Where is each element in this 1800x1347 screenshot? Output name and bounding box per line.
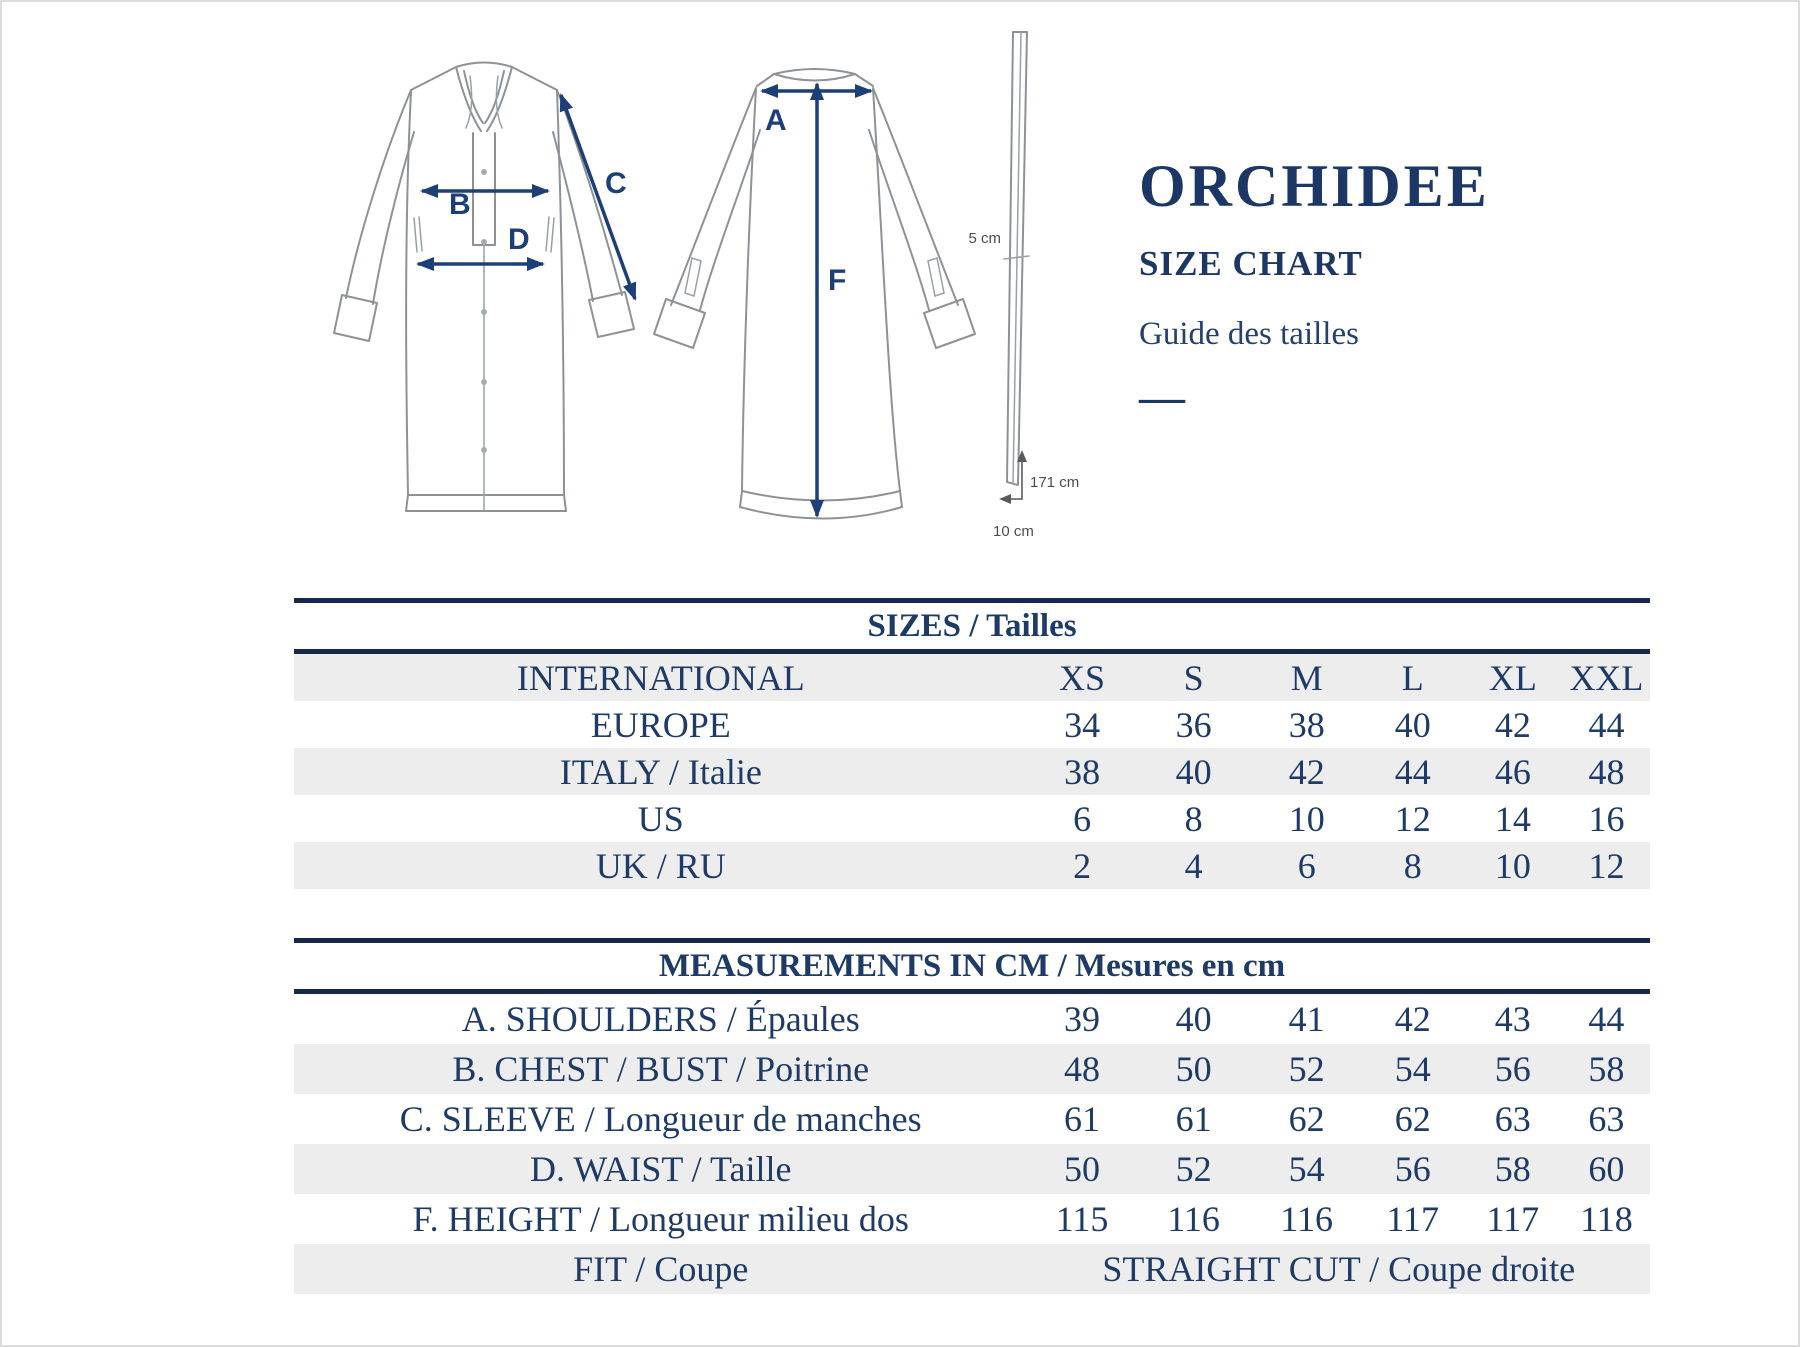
size-value-cell: 48 [1588,751,1625,792]
measure-value-cell: 62 [1288,1099,1325,1139]
table-row-chest [294,1044,1650,1094]
size-chart-title: SIZE CHART [1139,244,1363,283]
measure-value-cell: 42 [1394,999,1431,1039]
measure-value-cell: 115 [1055,1199,1109,1239]
size-value-cell: 14 [1494,798,1531,839]
size-value-cell: XS [1059,657,1106,698]
measure-value-cell: 58 [1494,1149,1531,1189]
table-row-fit [294,1244,1650,1294]
table-row-shoulders [294,992,1650,1045]
table-row-waist [294,1144,1650,1194]
table-row-height [294,1194,1650,1244]
measure-value-cell: 50 [1175,1049,1212,1089]
garment-diagram [272,12,1162,562]
sizes-table-title: SIZES / Tailles [294,601,1650,652]
measure-value-cell: 52 [1175,1149,1212,1189]
size-value-cell: 4 [1184,845,1203,886]
row-label-cell: ITALY / Italie [559,751,762,792]
measure-value-cell: 44 [1588,999,1625,1039]
measure-value-cell: 58 [1588,1049,1625,1089]
measure-value-cell: 39 [1064,999,1101,1039]
side-slit-label: 5 cm [968,230,1001,247]
measure-value-cell: 48 [1064,1049,1101,1089]
size-value-cell: L [1401,657,1424,698]
table-row-us [294,795,1650,842]
measure-value-cell: 116 [1280,1199,1333,1239]
size-value-cell: 36 [1175,704,1212,745]
fit-value-cell: STRAIGHT CUT / Coupe droite [1102,1249,1576,1289]
front-view-drawing [334,63,635,512]
size-value-cell: XL [1488,657,1537,698]
size-value-cell: S [1183,657,1204,698]
measure-value-cell: 63 [1494,1099,1531,1139]
size-value-cell: 38 [1064,751,1101,792]
row-label-cell: B. CHEST / BUST / Poitrine [452,1049,870,1089]
row-label-cell: US [637,798,684,839]
measure-value-cell: 61 [1175,1099,1212,1139]
row-label-cell: INTERNATIONAL [516,657,805,698]
size-value-cell: 8 [1184,798,1203,839]
row-label-cell: A. SHOULDERS / Épaules [461,999,860,1039]
size-value-cell: 2 [1073,845,1092,886]
size-value-cell: 12 [1394,798,1431,839]
measure-value-cell: 56 [1394,1149,1431,1189]
size-value-cell: 38 [1288,704,1325,745]
table-row-uk-ru [294,842,1650,889]
hem-depth-label: 10 cm [993,523,1034,540]
measure-value-cell: 41 [1288,999,1325,1039]
sizes-table [294,598,1650,889]
measure-value-cell: 43 [1494,999,1531,1039]
row-label-cell: EUROPE [590,704,731,745]
measure-label-f: F [828,264,847,297]
sizes-table-title-row [294,601,1650,652]
table-row-italy [294,748,1650,795]
size-value-cell: 12 [1588,845,1625,886]
size-value-cell: 10 [1494,845,1531,886]
product-name: ORCHIDEE [1139,153,1490,219]
table-row-international [294,652,1650,702]
size-value-cell: 10 [1288,798,1325,839]
back-view-drawing [654,69,975,519]
row-label-cell: D. WAIST / Taille [530,1149,792,1189]
size-chart-subtitle-fr: Guide des tailles [1139,316,1359,352]
measure-value-cell: 56 [1494,1049,1531,1089]
row-label-cell: F. HEIGHT / Longueur milieu dos [412,1199,909,1239]
size-value-cell: 8 [1403,845,1422,886]
measure-label-b: B [449,188,471,221]
measure-value-cell: 117 [1486,1199,1540,1239]
size-value-cell: 6 [1297,845,1316,886]
measurements-table-title-row [294,941,1650,992]
measurements-table [294,938,1650,1294]
measure-label-a: A [765,104,787,137]
size-value-cell: M [1290,657,1323,698]
measure-value-cell: 117 [1386,1199,1440,1239]
measurements-table-title: MEASUREMENTS IN CM / Mesures en cm [294,941,1650,992]
size-value-cell: 40 [1394,704,1431,745]
row-label-cell: C. SLEEVE / Longueur de manches [399,1099,922,1139]
measure-value-cell: 52 [1288,1049,1325,1089]
size-value-cell: 42 [1494,704,1531,745]
size-value-cell: 6 [1073,798,1092,839]
size-value-cell: 44 [1394,751,1431,792]
measure-value-cell: 61 [1064,1099,1101,1139]
measure-value-cell: 62 [1394,1099,1431,1139]
size-value-cell: 40 [1175,751,1212,792]
table-row-sleeve [294,1094,1650,1144]
title-dash: — [1139,371,1185,422]
measure-value-cell: 54 [1288,1149,1325,1189]
measure-value-cell: 40 [1175,999,1212,1039]
size-value-cell: 44 [1588,704,1625,745]
side-view-drawing [968,32,1079,540]
measure-value-cell: 50 [1064,1149,1101,1189]
total-height-label: 171 cm [1030,474,1080,491]
size-value-cell: 42 [1288,751,1325,792]
size-value-cell: 46 [1494,751,1531,792]
measure-value-cell: 116 [1167,1199,1220,1239]
size-value-cell: 34 [1064,704,1101,745]
measure-value-cell: 54 [1394,1049,1431,1089]
measure-value-cell: 63 [1588,1099,1625,1139]
table-row-europe [294,701,1650,748]
measure-value-cell: 118 [1580,1199,1633,1239]
size-value-cell: XXL [1569,657,1644,698]
row-label-cell: FIT / Coupe [573,1249,749,1289]
measure-label-d: D [508,223,530,256]
measure-value-cell: 60 [1588,1149,1625,1189]
size-value-cell: 16 [1588,798,1625,839]
row-label-cell: UK / RU [595,845,726,886]
measure-label-c: C [605,167,627,200]
